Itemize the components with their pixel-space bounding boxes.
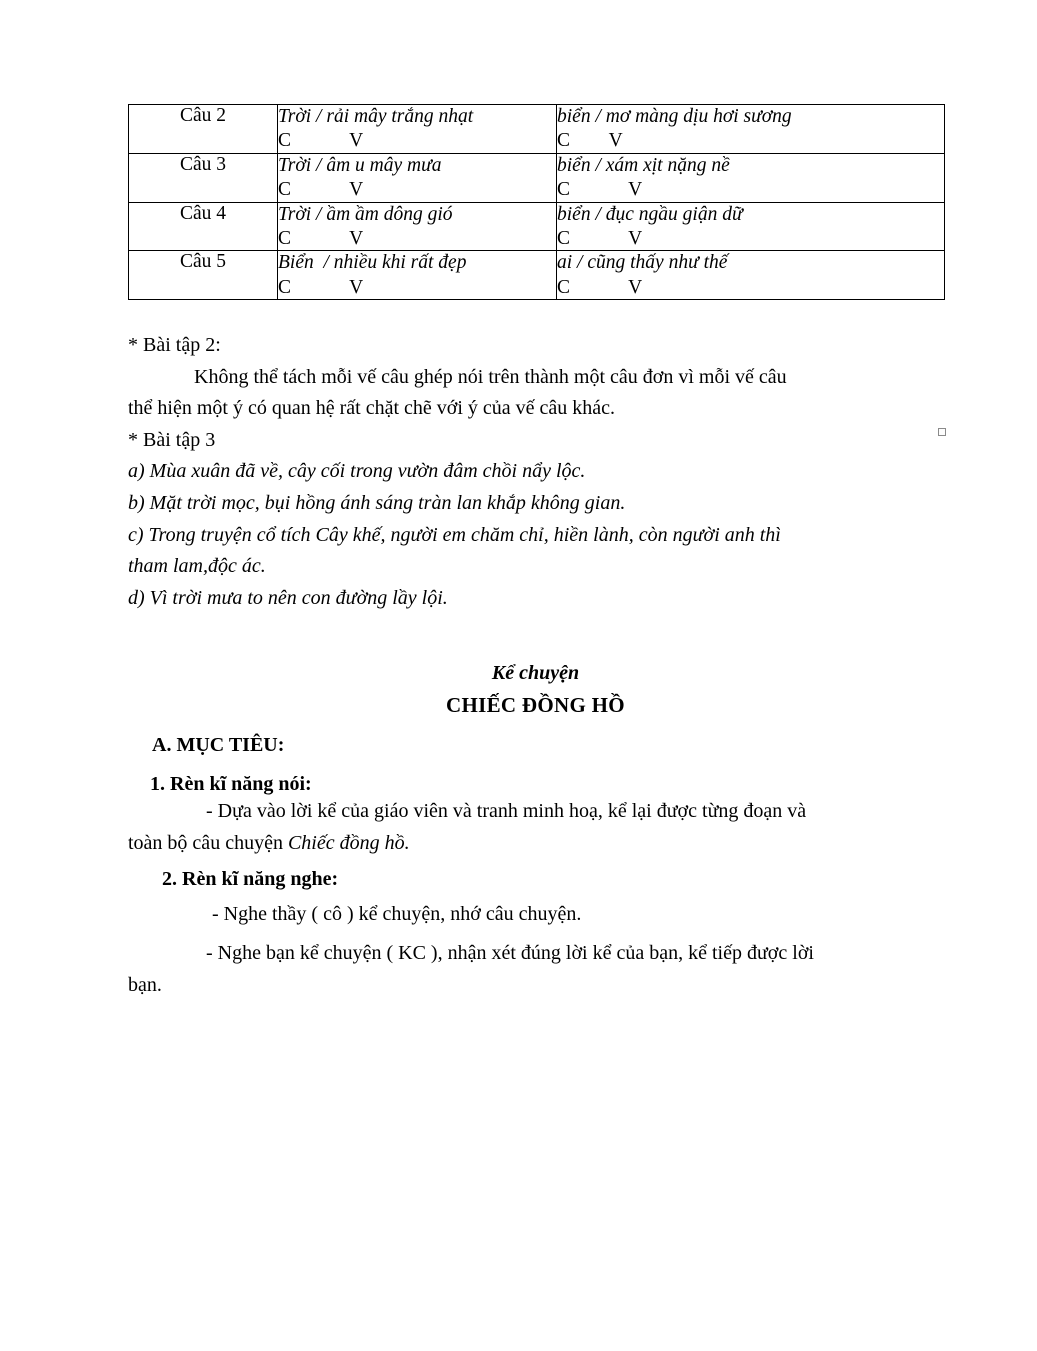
cv-markers: C V (557, 276, 643, 298)
exercise-3-item-b: b) Mặt trời mọc, bụi hồng ánh sáng tràn lan khắp không gian. (128, 492, 626, 515)
clause-text: biển / xám xịt nặng nề (557, 154, 730, 176)
spacer (128, 930, 943, 938)
cv-markers: C V (557, 179, 643, 201)
spacer (128, 891, 943, 899)
clause-a-cell (278, 251, 557, 300)
row-label-cell: Câu 4 (129, 202, 278, 251)
row-label-cell: Câu 3 (129, 153, 278, 202)
cv-markers: C V (557, 130, 623, 152)
exercise-3-item-d: d) Vì trời mưa to nên con đường lầy lội. (128, 586, 448, 609)
clause-a-cell (278, 105, 557, 154)
clause-text: ai / cũng thấy như thế (557, 252, 728, 274)
clause-text: Biển / nhiều khi rất đẹp (278, 252, 467, 274)
skill-2-heading (128, 868, 943, 891)
exercise-3-item-c: c) Trong truyện cổ tích Cây khế, người em chăm chỉ, hiền lành, còn người anh thì (128, 523, 781, 546)
clause-b-cell (557, 105, 945, 154)
skill-1-line-2-text: toàn bộ câu chuyện (128, 832, 288, 854)
table-row (129, 251, 945, 300)
lesson-subject: Kể chuyện (491, 662, 580, 685)
table-row (129, 202, 945, 251)
cv-markers: C V (278, 179, 364, 201)
exercise-2-heading: * Bài tập 2: (128, 334, 221, 357)
clause-b-cell (557, 202, 945, 251)
skill-1-number: 1. Rèn kĩ năng nói: (150, 773, 312, 796)
skill-2-number: 2. Rèn kĩ năng nghe: (162, 867, 339, 890)
clause-text: Trời / âm u mây mưa (278, 154, 442, 176)
skill-1-line-1: - Dựa vào lời kể của giáo viên và tranh minh hoạ, kể lại được từng đoạn và (206, 800, 807, 823)
page-content (128, 104, 943, 1001)
clause-text: Trời / ầm ầm dông gió (278, 203, 453, 225)
exercise-3-item-c-cont: tham lam,độc ác. (128, 555, 266, 578)
spacer (128, 685, 943, 693)
row-label-cell: Câu 2 (129, 105, 278, 154)
cv-markers: C V (557, 227, 643, 249)
skill-2-line-1: - Nghe thầy ( cô ) kể chuyện, nhớ câu chuyện. (212, 902, 582, 925)
spacer (128, 757, 943, 773)
story-title-inline: Chiếc đồng hồ. (287, 832, 410, 854)
cv-markers: C V (278, 130, 364, 152)
spacer (128, 300, 943, 330)
cv-markers: C V (278, 227, 364, 249)
objectives-heading: A. MỤC TIÊU: (152, 734, 285, 757)
spacer (128, 860, 943, 868)
skill-1-line-2 (128, 828, 943, 860)
clause-text: biển / mơ màng dịu hơi sương (557, 106, 792, 127)
lesson-title: CHIẾC ĐỒNG HỒ (446, 693, 625, 718)
clause-b-cell (557, 153, 945, 202)
skill-2-line-2: - Nghe bạn kể chuyện ( KC ), nhận xét đúng lời kể của bạn, kể tiếp được lời (206, 942, 814, 965)
clause-a-cell (278, 153, 557, 202)
clause-b-cell (557, 251, 945, 300)
clause-text: biển / đục ngầu giận dữ (557, 203, 743, 225)
sentence-analysis-table (128, 104, 945, 300)
skill-1-heading (128, 773, 943, 796)
exercise-3-item-a: a) Mùa xuân đã về, cây cối trong vườn đâm chồi nẩy lộc. (128, 460, 586, 483)
page-artifact-marker (938, 428, 946, 436)
table-row (129, 153, 945, 202)
clause-a-cell (278, 202, 557, 251)
exercise-2-answer-line-1: Không thể tách mỗi vế câu ghép nói trên thành một câu đơn vì mỗi vế câu (194, 365, 787, 388)
spacer (128, 614, 943, 662)
cv-markers: C V (278, 276, 364, 298)
exercise-3-heading: * Bài tập 3 (128, 428, 216, 451)
table-row (129, 105, 945, 154)
row-label-cell: Câu 5 (129, 251, 278, 300)
clause-text: Trời / rải mây trắng nhạt (278, 106, 474, 127)
skill-2-line-3: bạn. (128, 973, 162, 996)
spacer (128, 718, 943, 734)
exercise-2-answer-line-2: thể hiện một ý có quan hệ rất chặt chẽ với ý của vế câu khác. (128, 397, 616, 420)
